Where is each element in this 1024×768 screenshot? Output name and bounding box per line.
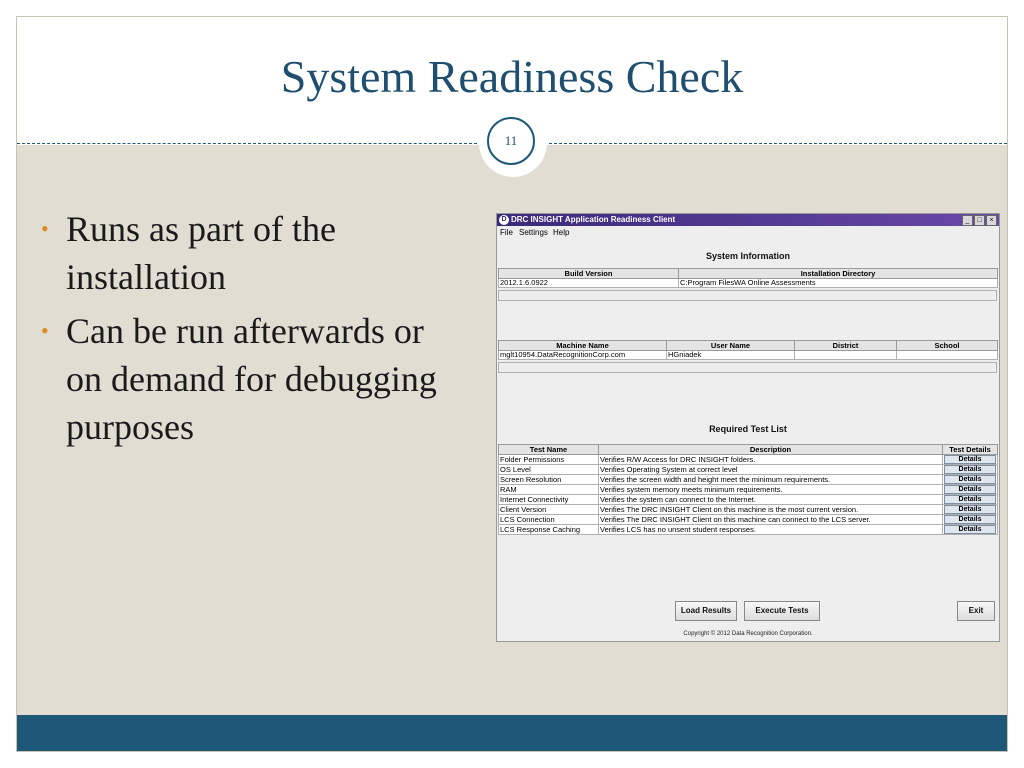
- table-row: [499, 525, 998, 535]
- menu-help[interactable]: Help: [553, 228, 570, 237]
- table-row: [499, 279, 998, 288]
- test-description: Verifies LCS has no unsent student responses.: [599, 525, 943, 535]
- minimize-icon[interactable]: _: [962, 215, 973, 226]
- column-header: User Name: [667, 341, 795, 351]
- execute-tests-button[interactable]: Execute Tests: [744, 601, 820, 621]
- details-button[interactable]: Details: [944, 495, 996, 504]
- column-header: School: [897, 341, 998, 351]
- slide-number: 11: [487, 117, 535, 165]
- maximize-icon[interactable]: □: [974, 215, 985, 226]
- table-row: [499, 465, 998, 475]
- test-name: Folder Permissions: [499, 455, 599, 465]
- test-description: Verifies The DRC INSIGHT Client on this machine can connect to the LCS server.: [599, 515, 943, 525]
- menu-bar: [497, 227, 999, 238]
- window-controls: [961, 215, 997, 227]
- machine-name: mglt10954.DataRecognitionCorp.com: [499, 351, 667, 360]
- test-name: Internet Connectivity: [499, 495, 599, 505]
- window-titlebar[interactable]: [497, 214, 999, 226]
- installation-directory: C:Program FilesWA Online Assessments: [679, 279, 998, 288]
- bullet-text: Can be run afterwards or on demand for debugging purposes: [66, 311, 437, 447]
- column-header: Description: [599, 445, 943, 455]
- menu-settings[interactable]: Settings: [519, 228, 548, 237]
- load-results-button[interactable]: Load Results: [675, 601, 737, 621]
- machine-table: [498, 340, 998, 360]
- table-row: [499, 515, 998, 525]
- bullet-list: [36, 205, 466, 457]
- exit-button[interactable]: Exit: [957, 601, 995, 621]
- column-header: Installation Directory: [679, 269, 998, 279]
- table-row: [499, 455, 998, 465]
- slide-title: System Readiness Check: [280, 51, 744, 102]
- column-header: Test Details: [943, 445, 998, 455]
- test-name: Screen Resolution: [499, 475, 599, 485]
- required-test-list-heading: Required Test List: [709, 424, 787, 434]
- details-button[interactable]: Details: [944, 465, 996, 474]
- column-header: Machine Name: [499, 341, 667, 351]
- details-button[interactable]: Details: [944, 505, 996, 514]
- build-version: 2012.1.6.0922: [499, 279, 679, 288]
- test-description: Verifies The DRC INSIGHT Client on this machine is the most current version.: [599, 505, 943, 515]
- test-description: Verifies Operating System at correct level: [599, 465, 943, 475]
- bullet-icon: •: [41, 318, 49, 343]
- test-list-table: [498, 444, 998, 535]
- build-table-empty-area: [498, 290, 997, 301]
- details-button[interactable]: Details: [944, 455, 996, 464]
- test-name: RAM: [499, 485, 599, 495]
- build-table: [498, 268, 998, 288]
- footer-bar: [17, 715, 1007, 751]
- window-title: DRC INSIGHT Application Readiness Client: [511, 215, 676, 224]
- machine-table-empty-area: [498, 362, 997, 373]
- table-row: [499, 495, 998, 505]
- table-row: [499, 485, 998, 495]
- test-name: Client Version: [499, 505, 599, 515]
- table-row: [499, 351, 998, 360]
- bullet-text: Runs as part of the installation: [66, 209, 336, 297]
- close-icon[interactable]: ×: [986, 215, 997, 226]
- test-name: LCS Connection: [499, 515, 599, 525]
- test-description: Verifies the screen width and height meet the minimum requirements.: [599, 475, 943, 485]
- system-information-heading: System Information: [705, 251, 790, 261]
- table-row: [499, 475, 998, 485]
- bullet-item: [36, 205, 466, 301]
- divider-right: [549, 143, 1007, 144]
- bullet-icon: •: [41, 216, 49, 241]
- column-header: Build Version: [499, 269, 679, 279]
- test-description: Verifies the system can connect to the Internet.: [599, 495, 943, 505]
- test-name: LCS Response Caching: [499, 525, 599, 535]
- menu-file[interactable]: File: [500, 228, 513, 237]
- column-header: Test Name: [499, 445, 599, 455]
- details-button[interactable]: Details: [944, 525, 996, 534]
- details-button[interactable]: Details: [944, 515, 996, 524]
- test-description: Verifies R/W Access for DRC INSIGHT folders.: [599, 455, 943, 465]
- readiness-client-window: [496, 213, 1000, 642]
- column-header: District: [795, 341, 897, 351]
- district: [795, 351, 897, 360]
- bullet-item: [36, 307, 466, 451]
- drc-logo-icon: D: [499, 215, 509, 225]
- user-name: HGniadek: [667, 351, 795, 360]
- test-name: OS Level: [499, 465, 599, 475]
- test-description: Verifies system memory meets minimum requirements.: [599, 485, 943, 495]
- divider-left: [17, 143, 477, 144]
- table-row: [499, 505, 998, 515]
- school: [897, 351, 998, 360]
- details-button[interactable]: Details: [944, 485, 996, 494]
- details-button[interactable]: Details: [944, 475, 996, 484]
- copyright-text: Copyright © 2012 Data Recognition Corporation.: [683, 631, 813, 637]
